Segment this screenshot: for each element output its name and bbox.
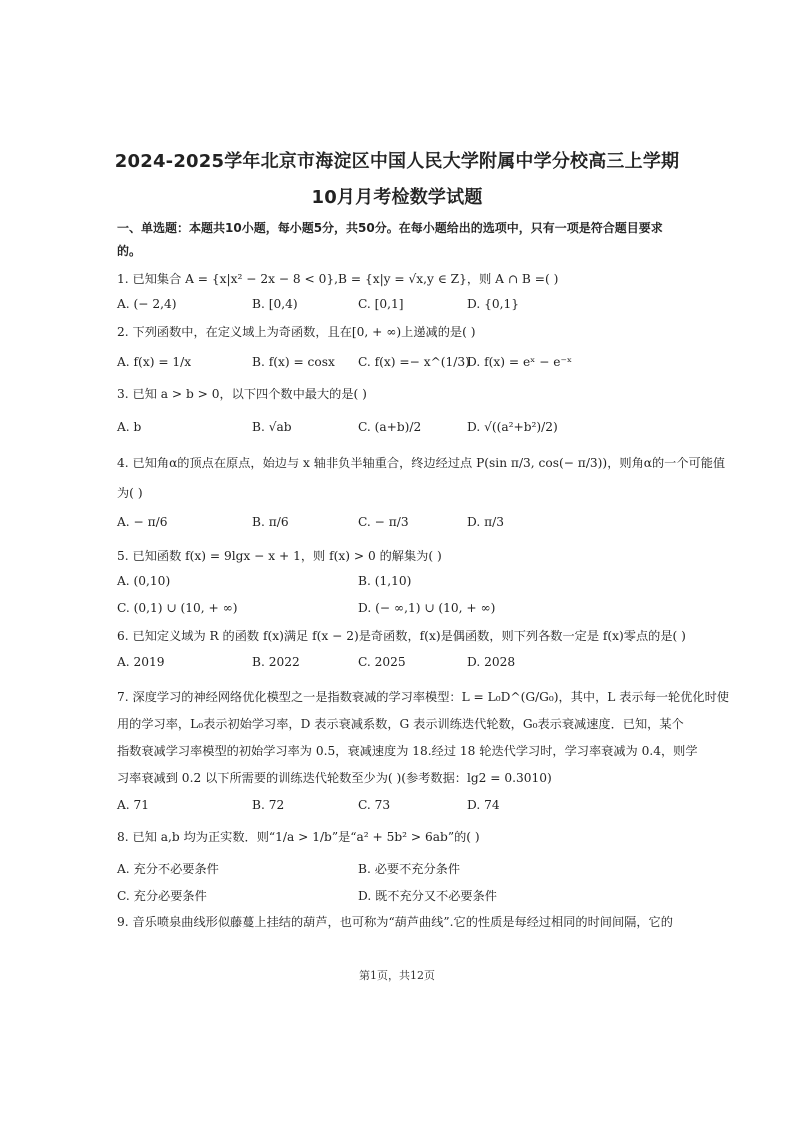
q7-option-b: B. 72 (252, 798, 285, 812)
q6-option-b: B. 2022 (252, 655, 300, 669)
q4-option-a: A. − π/6 (117, 515, 168, 529)
q7-option-a: A. 71 (117, 798, 150, 812)
question-9-stem: 9. 音乐喷泉曲线形似藤蔓上挂结的葫芦，也可称为“葫芦曲线”.它的性质是每经过相同的时间间隔，它的 (117, 915, 673, 929)
q4-option-c: C. − π/3 (358, 515, 409, 529)
question-7-stem-cont3: 习率衰减到 0.2 以下所需要的训练迭代轮数至少为( )(参考数据：lg2 = 0.3010) (117, 771, 552, 785)
question-3-stem: 3. 已知 a > b > 0，以下四个数中最大的是( ) (117, 387, 367, 401)
exam-title-line1: 2024-2025学年北京市海淀区中国人民大学附属中学分校高三上学期 (114, 151, 680, 172)
q1-option-b: B. [0,4) (252, 297, 298, 311)
q6-option-d: D. 2028 (467, 655, 516, 669)
page-footer: 第1页，共12页 (359, 969, 435, 982)
question-1-stem: 1. 已知集合 A = {x|x² − 2x − 8 < 0},B = {x|y = √x,y ∈ Z}，则 A ∩ B =( ) (117, 272, 559, 286)
q4-option-d: D. π/3 (467, 515, 504, 529)
q8-option-c: C. 充分必要条件 (117, 889, 207, 903)
q1-option-d: D. {0,1} (467, 297, 519, 311)
q8-option-b: B. 必要不充分条件 (358, 862, 461, 876)
question-4-stem-cont: 为( ) (117, 486, 143, 500)
question-8-stem: 8. 已知 a,b 均为正实数．则“1/a > 1/b”是“a² + 5b² > 6ab”的( ) (117, 830, 480, 844)
q3-option-c: C. (a+b)/2 (358, 420, 422, 434)
question-4-stem: 4. 已知角α的顶点在原点，始边与 x 轴非负半轴重合，终边经过点 P(sin π/3, cos(− π/3))，则角α的一个可能值 (117, 456, 726, 470)
q6-option-a: A. 2019 (117, 655, 165, 669)
q5-option-d: D. (− ∞,1) ∪ (10, + ∞) (358, 601, 496, 615)
question-7-stem: 7. 深度学习的神经网络优化模型之一是指数衰减的学习率模型：L = L₀D^(G/G₀)，其中，L 表示每一轮优化时使 (117, 690, 729, 704)
q1-option-a: A. (− 2,4) (117, 297, 177, 311)
question-7-stem-cont1: 用的学习率，L₀表示初始学习率，D 表示衰减系数，G 表示训练迭代轮数，G₀表示衰减速度．已知，某个 (117, 717, 684, 731)
q8-option-d: D. 既不充分又不必要条件 (358, 889, 497, 903)
q2-option-b: B. f(x) = cosx (252, 355, 335, 369)
section-header: 一、单选题：本题共10小题，每小题5分，共50分。在每小题给出的选项中，只有一项是符合题目要求 (117, 221, 663, 235)
q2-option-a: A. f(x) = 1/x (117, 355, 192, 369)
q6-option-c: C. 2025 (358, 655, 406, 669)
q2-option-d: D. f(x) = eˣ − e⁻ˣ (467, 355, 573, 369)
q3-option-d: D. √((a²+b²)/2) (467, 420, 558, 434)
exam-title-line2: 10月月考检数学试题 (311, 187, 483, 208)
section-header-cont: 的。 (117, 244, 142, 258)
q5-option-c: C. (0,1) ∪ (10, + ∞) (117, 601, 238, 615)
q5-option-b: B. (1,10) (358, 574, 412, 588)
q5-option-a: A. (0,10) (117, 574, 171, 588)
question-2-stem: 2. 下列函数中，在定义域上为奇函数，且在[0, + ∞)上递减的是( ) (117, 325, 476, 339)
q7-option-c: C. 73 (358, 798, 391, 812)
question-5-stem: 5. 已知函数 f(x) = 9lgx − x + 1，则 f(x) > 0 的解集为( ) (117, 549, 442, 563)
q2-option-c: C. f(x) =− x^(1/3) (358, 355, 470, 369)
q3-option-a: A. b (117, 420, 142, 434)
q4-option-b: B. π/6 (252, 515, 289, 529)
q7-option-d: D. 74 (467, 798, 500, 812)
question-7-stem-cont2: 指数衰减学习率模型的初始学习率为 0.5，衰减速度为 18.经过 18 轮迭代学习时，学习率衰减为 0.4，则学 (117, 744, 698, 758)
q3-option-b: B. √ab (252, 420, 292, 434)
question-6-stem: 6. 已知定义域为 R 的函数 f(x)满足 f(x − 2)是奇函数，f(x)是偶函数，则下列各数一定是 f(x)零点的是( ) (117, 629, 686, 643)
q8-option-a: A. 充分不必要条件 (117, 862, 219, 876)
q1-option-c: C. [0,1] (358, 297, 404, 311)
